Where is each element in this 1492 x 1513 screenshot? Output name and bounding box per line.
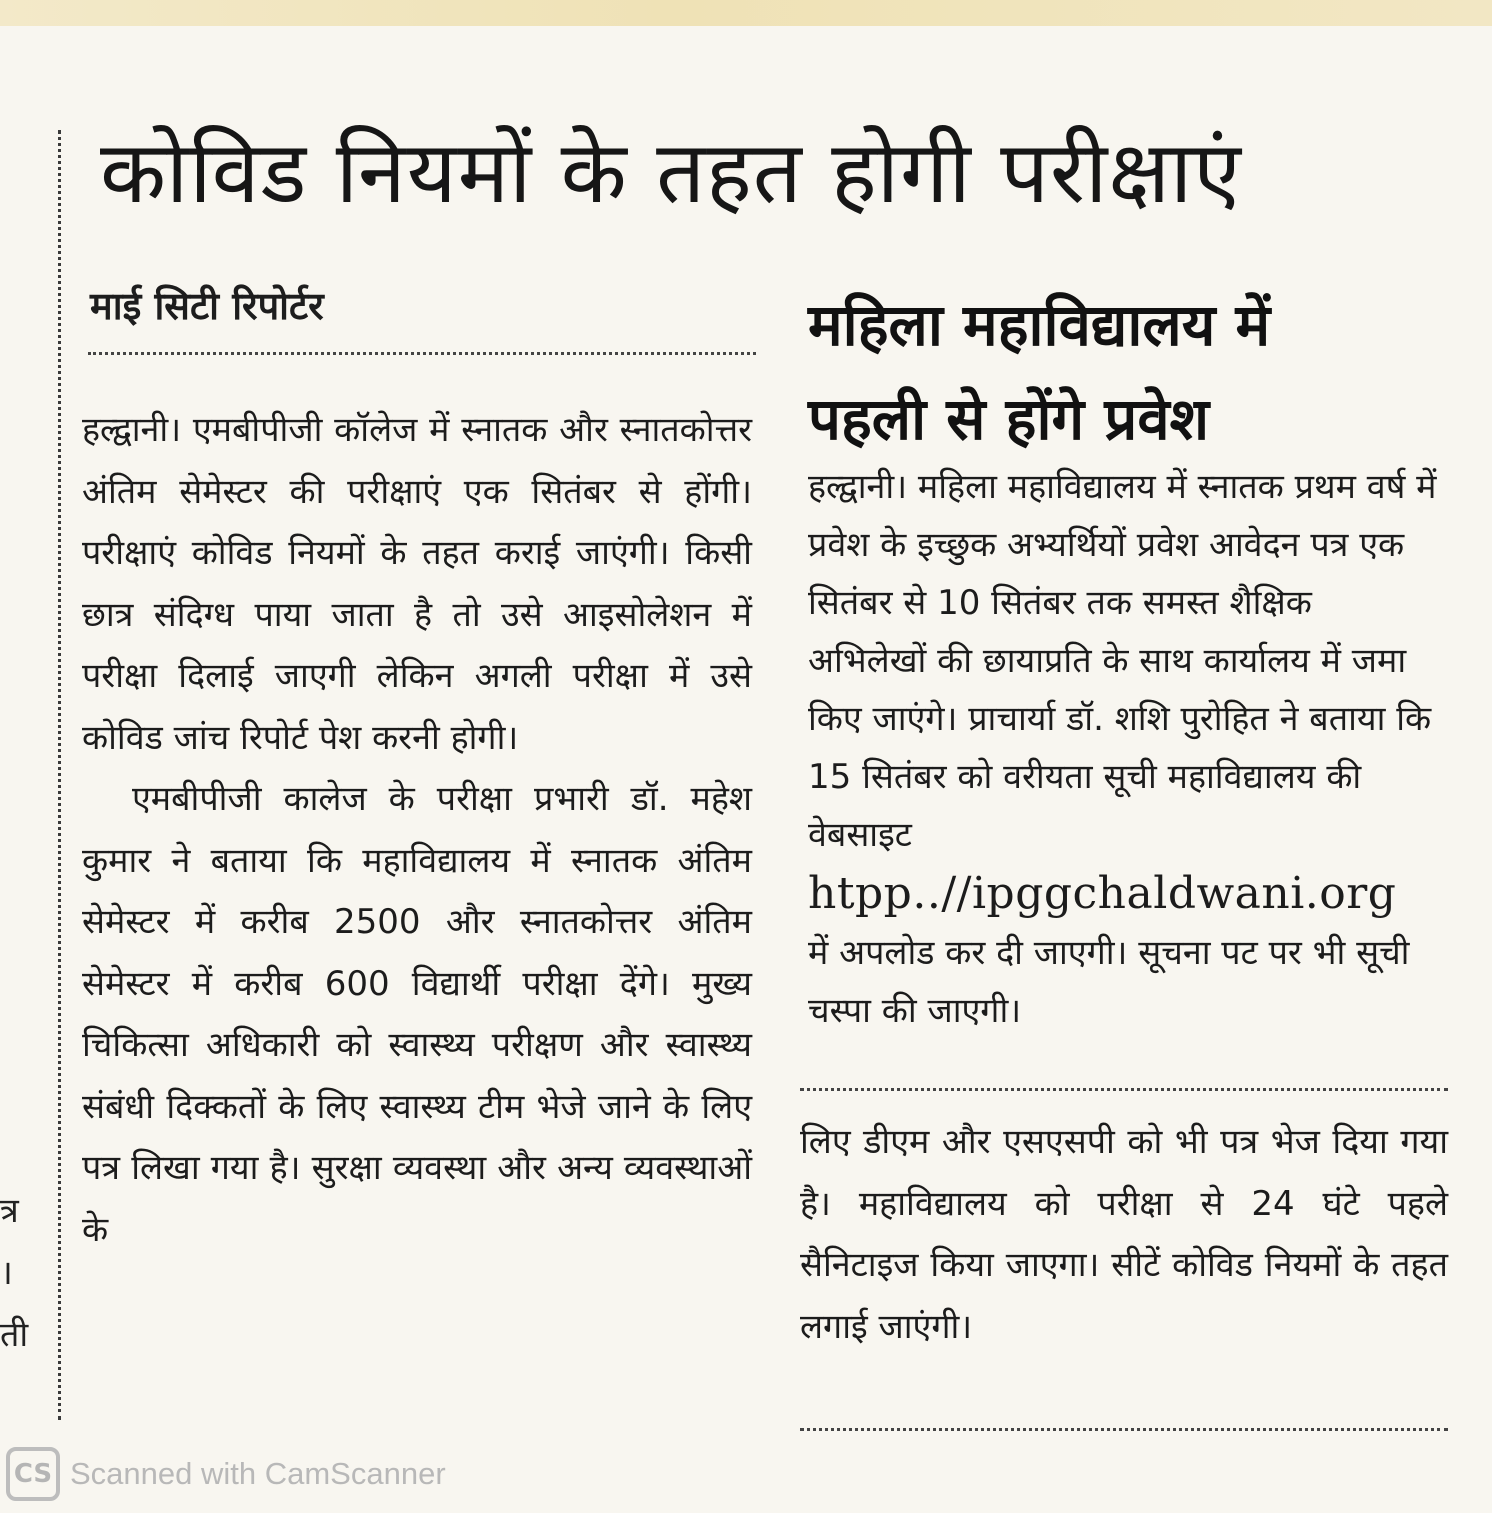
secondary-headline xyxy=(808,278,1448,466)
camscanner-watermark xyxy=(6,1444,526,1504)
edge-fragment: त्र xyxy=(0,1191,19,1231)
article-paragraph: हल्द्वानी। महिला महाविद्यालय में स्नातक प्रथम वर्ष में प्रवेश के इच्छुक अभ्यर्थियों प्रवेश आवेदन पत्र एक सितंबर से 10 सितंबर तक समस्त शैक्षिक अभिलेखों की छायाप्रति के साथ कार्यालय में जमा किए जाएंगे। प्राचार्या डॉ. शशि पुरोहित ने बताया कि 15 सितंबर को वरीयता सूची महाविद्यालय की वेबसाइट xyxy=(808,467,1437,855)
right-article-column xyxy=(808,458,1438,1040)
article-paragraph: में अपलोड कर दी जाएगी। सूचना पट पर भी सूची चस्पा की जाएगी। xyxy=(808,933,1410,1031)
secondary-headline-line: पहली से होंगे प्रवेश xyxy=(808,385,1210,453)
edge-fragment: ती xyxy=(0,1315,29,1355)
secondary-headline-line: महिला महाविद्यालय में xyxy=(808,291,1271,359)
website-url: htpp..//ipggchaldwani.org xyxy=(808,868,1397,919)
edge-fragment: । xyxy=(0,1253,13,1293)
story-divider xyxy=(800,1088,1448,1091)
page-headline: कोविड नियमों के तहत होगी परीक्षाएं xyxy=(100,123,1242,223)
left-article-column xyxy=(82,400,752,1261)
bottom-divider xyxy=(800,1428,1448,1431)
camscanner-logo-icon: CS xyxy=(6,1447,60,1501)
article-paragraph: लिए डीएम और एसएसपी को भी पत्र भेज दिया गया है। महाविद्यालय को परीक्षा से 24 घंटे पहले सैनिटाइज किया जाएगा। सीटें कोविड नियमों के तहत लगाई जाएंगी। xyxy=(800,1122,1448,1347)
continuation-column xyxy=(800,1112,1448,1358)
byline: माई सिटी रिपोर्टर xyxy=(90,284,324,328)
top-paper-strip xyxy=(0,0,1492,26)
column-divider xyxy=(58,130,61,1420)
article-paragraph: हल्द्वानी। एमबीपीजी कॉलेज में स्नातक और स्नातकोत्तर अंतिम सेमेस्टर की परीक्षाएं एक सितंबर से होंगी। परीक्षाएं कोविड नियमों के तहत कराई जाएंगी। किसी छात्र संदिग्ध पाया जाता है तो उसे आइसोलेशन में परीक्षा दिलाई जाएगी लेकिन अगली परीक्षा में उसे कोविड जांच रिपोर्ट पेश करनी होगी। xyxy=(82,410,752,758)
adjacent-column-fragments xyxy=(0,1180,34,1366)
article-paragraph: एमबीपीजी कालेज के परीक्षा प्रभारी डॉ. महेश कुमार ने बताया कि महाविद्यालय में स्नातक अंतिम सेमेस्टर में करीब 2500 और स्नातकोत्तर अंतिम सेमेस्टर में करीब 600 विद्यार्थी परीक्षा देंगे। मुख्य चिकित्सा अधिकारी को स्वास्थ्य परीक्षण और स्वास्थ्य संबंधी दिक्कतों के लिए स्वास्थ्य टीम भेजे जाने के लिए पत्र लिखा गया है। सुरक्षा व्यवस्था और अन्य व्यवस्थाओं के xyxy=(82,779,752,1250)
watermark-text: Scanned with CamScanner xyxy=(70,1456,446,1491)
byline-divider xyxy=(88,352,756,355)
